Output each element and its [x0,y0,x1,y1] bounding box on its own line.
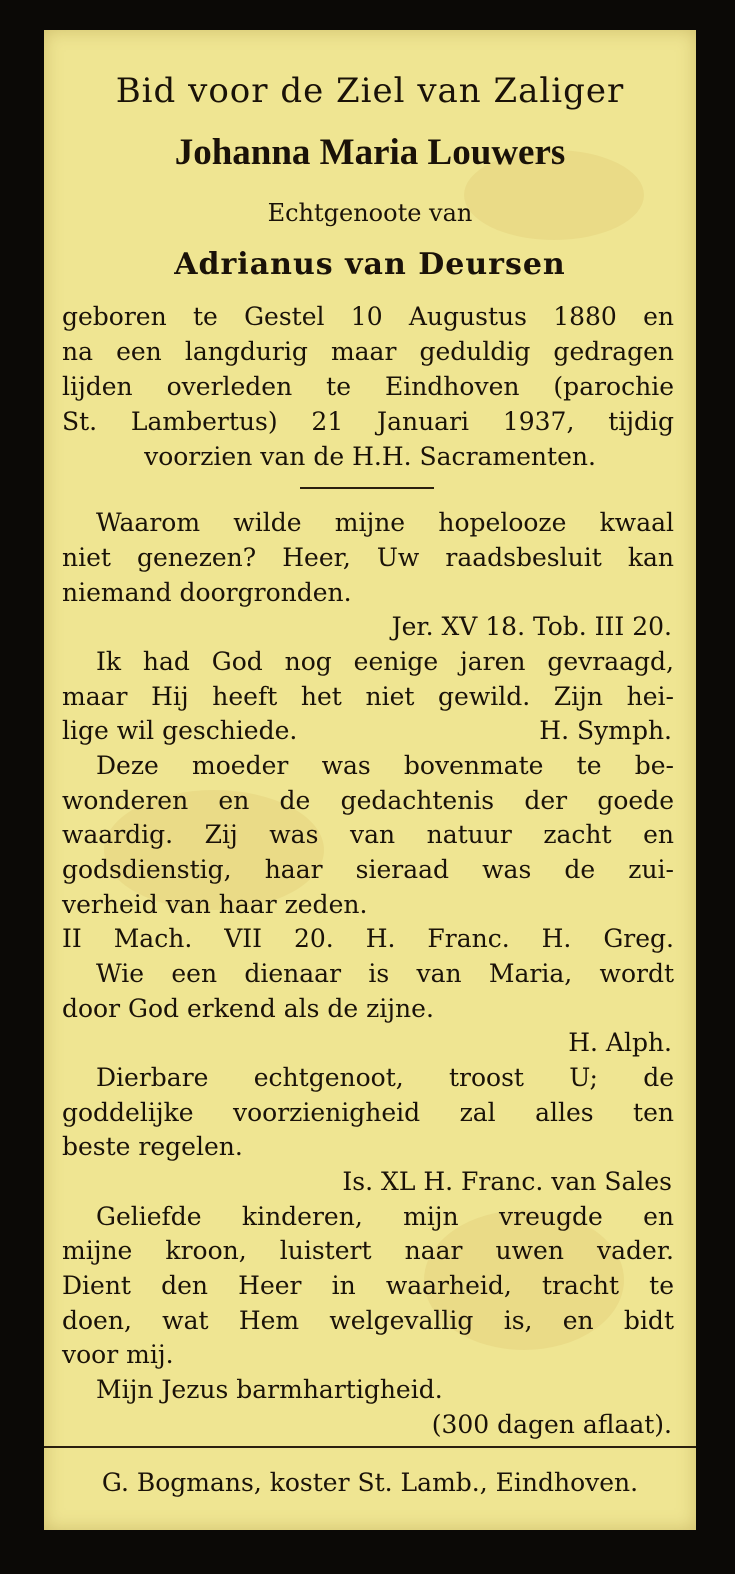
verse-reference: H. Alph. [568,1028,672,1057]
bio-line: geboren te Gestel 10 Augustus 1880 en [62,302,674,331]
verse-line: beste regelen. [62,1132,243,1161]
verse-line: Wie een dienaar is van Maria, wordt [96,959,674,988]
verse-line: Deze moeder was bovenmate te be- [96,751,674,780]
bio-line: St. Lambertus) 21 Januari 1937, tijdig [62,407,674,436]
prayer-line: Mijn Jezus barmhartigheid. [96,1375,443,1404]
verse-line: voor mij. [62,1340,174,1369]
spouse-name: Adrianus van Deursen [174,247,566,282]
bio-line: lijden overleden te Eindhoven (parochie [62,372,674,401]
verse-line: verheid van haar zeden. [62,890,368,919]
verse-line: niemand doorgronden. [62,578,352,607]
verse-line: niet genezen? Heer, Uw raadsbesluit kan [62,543,674,572]
verse-line: doen, wat Hem welgevallig is, en bidt [62,1306,674,1335]
verse-line: Ik had God nog eenige jaren gevraagd, [96,647,674,676]
verse-line: door God erkend als de zijne. [62,994,434,1023]
memorial-card [44,30,696,1530]
short-divider [300,487,434,489]
verse-line: maar Hij heeft het niet gewild. Zijn hei- [62,682,674,711]
intro-line: Bid voor de Ziel van Zaliger [115,71,625,111]
verse-line: lige wil geschiede. [62,716,298,745]
verse-line: mijne kroon, luistert naar uwen vader. [62,1236,674,1265]
verse-line: Dierbare echtgenoot, troost U; de [96,1063,674,1092]
verse-line: godsdienstig, haar sieraad was de zui- [62,855,674,884]
verse-line: goddelijke voorzienigheid zal alles ten [62,1098,674,1127]
verse-line: Geliefde kinderen, mijn vreugde en [96,1202,674,1231]
verse-line: waardig. Zij was van natuur zacht en [62,820,674,849]
indulgence-note: (300 dagen aflaat). [431,1410,672,1439]
verse-reference: Jer. XV 18. Tob. III 20. [391,612,672,641]
verse-line: wonderen en de gedachtenis der goede [62,786,674,815]
verse-reference: H. Symph. [539,716,672,745]
verse-reference: Is. XL H. Franc. van Sales [342,1167,672,1196]
relation-line: Echtgenoote van [267,199,473,227]
verse-line: Waarom wilde mijne hopelooze kwaal [96,508,674,537]
printer-credit: G. Bogmans, koster St. Lamb., Eindhoven. [101,1468,639,1497]
deceased-name: Johanna Maria Louwers [174,132,566,173]
verse-line: Dient den Heer in waarheid, tracht te [62,1271,674,1300]
bio-line: na een langdurig maar geduldig gedragen [62,337,674,366]
verse-reference: II Mach. VII 20. H. Franc. H. Greg. [62,924,674,953]
footer-divider [44,1446,696,1448]
bio-line: voorzien van de H.H. Sacramenten. [144,442,596,471]
